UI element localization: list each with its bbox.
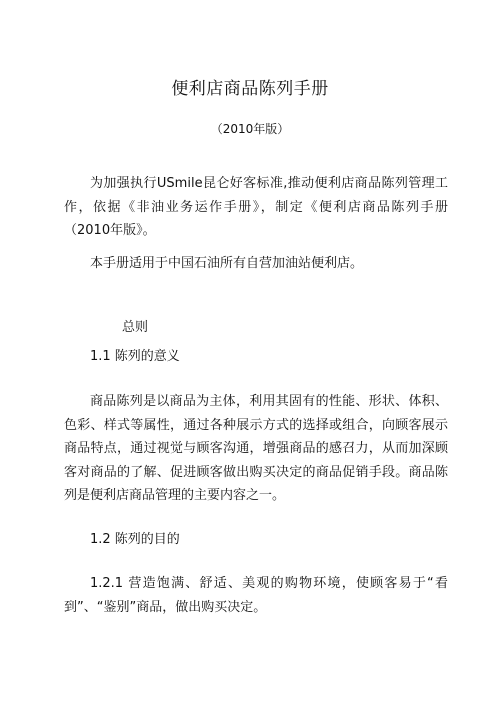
- section-heading-general: 总则: [122, 320, 149, 335]
- section-heading-1-2: 1.2 陈列的目的: [90, 532, 180, 547]
- document-edition: （2010年版）: [210, 122, 290, 136]
- document-title: 便利店商品陈列手册: [171, 79, 329, 99]
- section-1-2-1-paragraph: 1.2.1 营造饱满、舒适、美观的购物环境，使顾客易于“看到”、“鉴别”商品，做出购买决定。: [64, 576, 448, 615]
- section-1-1-paragraph: 商品陈列是以商品为主体，利用其固有的性能、形状、体积、色彩、样式等属性，通过各种展示方式的选择或组合，向顾客展示商品特点，通过视觉与顾客沟通，增强商品的感召力，从而加深顾客对商品的了解、促进顾客做出购买决定的商品促销手段。商品陈列是便利店商品管理的主要内容之一。: [64, 394, 448, 503]
- scope-paragraph: 本手册适用于中国石油所有自营加油站便利店。: [90, 256, 364, 271]
- intro-paragraph: 为加强执行USmile昆仑好客标准,推动便利店商品陈列管理工作，依据《非油业务运作手册》，制定《便利店商品陈列手册（2010年版》。: [64, 176, 448, 238]
- section-heading-1-1: 1.1 陈列的意义: [90, 349, 180, 364]
